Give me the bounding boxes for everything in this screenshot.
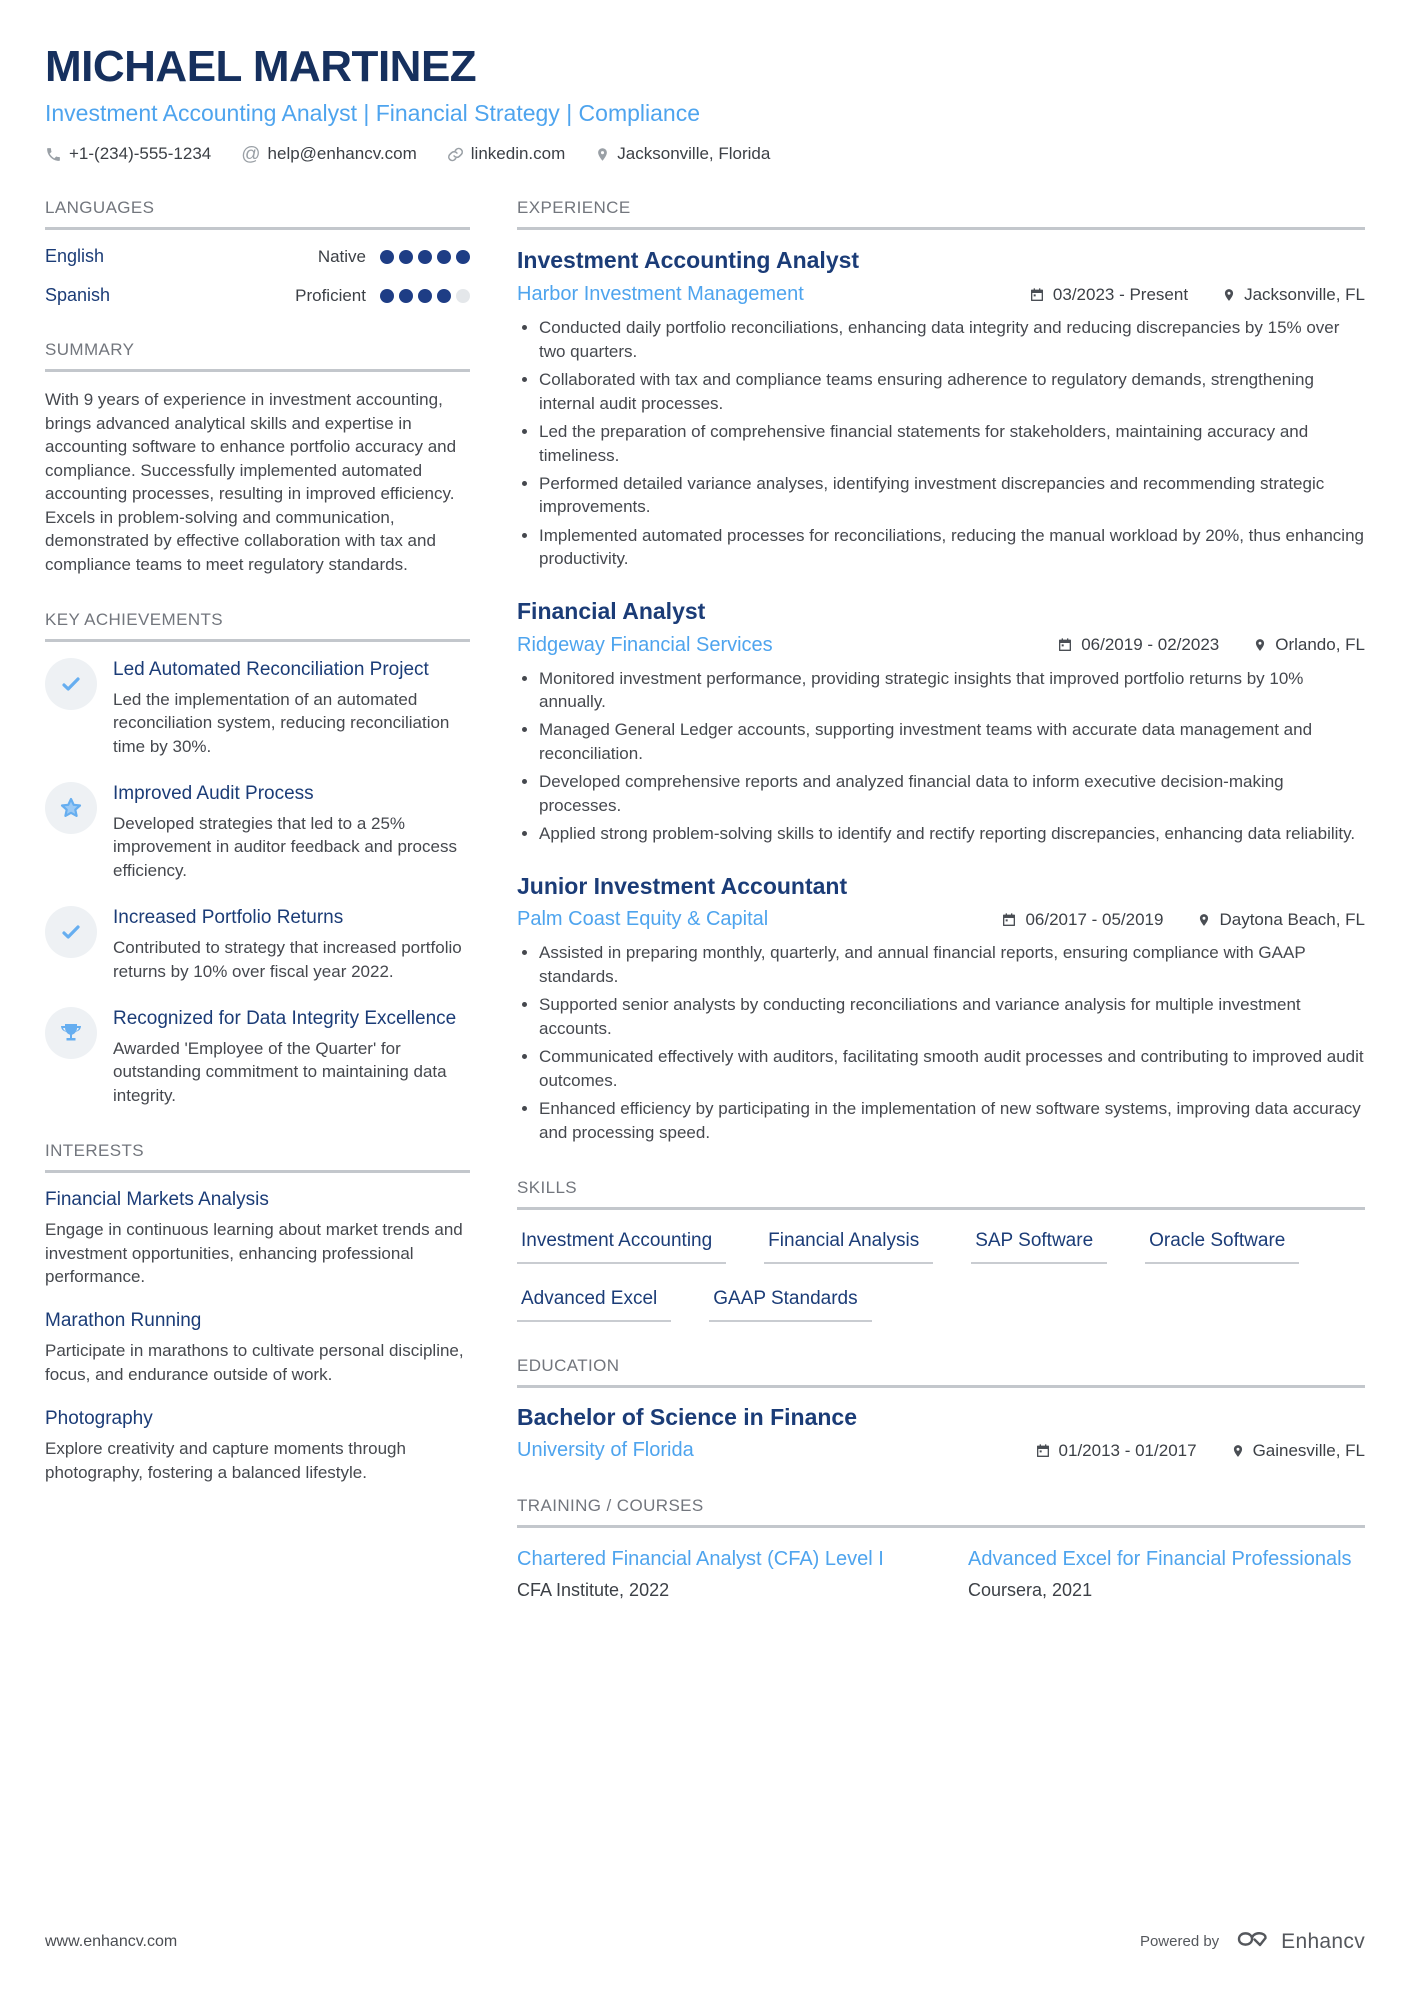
email-icon: @ (241, 143, 261, 165)
location-pin-icon (1231, 1443, 1245, 1459)
job-bullets (539, 667, 1365, 846)
bullet-item: • Collaborated with tax and compliance teams ensuring adherence to regulatory demands, strengthening internal audit processes. (539, 368, 1365, 415)
company-name: Harbor Investment Management (517, 283, 804, 306)
summary-section (45, 340, 470, 576)
job-bullets (539, 316, 1365, 571)
achievement-item (45, 906, 470, 983)
job-location: Orlando, FL (1253, 635, 1365, 655)
achievement-title: Increased Portfolio Returns (113, 907, 344, 929)
left-column (45, 198, 470, 1635)
calendar-icon (1029, 287, 1045, 303)
interest-text: Participate in marathons to cultivate personal discipline, focus, and endurance outside of work. (45, 1341, 464, 1384)
contact-phone-text: +1-(234)-555-1234 (69, 144, 212, 164)
company-name: Palm Coast Equity & Capital (517, 908, 769, 931)
bullet-item: • Managed General Ledger accounts, supporting investment teams with accurate data management and reconciliation. (539, 718, 1365, 765)
education-meta-row (517, 1439, 1365, 1462)
page-footer (45, 1926, 1365, 1957)
job-title: Investment Accounting Analyst (517, 247, 860, 274)
bullet-item: • Supported senior analysts by conducting reconciliations and variance analysis for multiple investment accounts. (539, 993, 1365, 1040)
achievement-text: Led the implementation of an automated reconciliation system, reducing reconciliation time by 30%. (113, 689, 450, 756)
language-proficiency-dots (380, 250, 470, 264)
bullet-item: • Assisted in preparing monthly, quarterly, and annual financial reports, ensuring compliance with GAAP standards. (539, 941, 1365, 988)
skill-list (517, 1226, 1365, 1322)
language-proficiency-dots (380, 289, 470, 303)
contact-phone[interactable] (45, 144, 211, 164)
bullet-item: • Performed detailed variance analyses, identifying investment discrepancies and recommending strategic improvements. (539, 472, 1365, 519)
interests-section (45, 1141, 470, 1484)
job-entry (517, 872, 1365, 1144)
job-meta-row (517, 634, 1365, 657)
company-name: Ridgeway Financial Services (517, 633, 773, 656)
language-level: Native (317, 246, 366, 266)
education-location: Gainesville, FL (1231, 1441, 1365, 1461)
bullet-item: • Led the preparation of comprehensive financial statements for stakeholders, maintaining accuracy and timeliness. (539, 420, 1365, 467)
interest-title: Financial Markets Analysis (45, 1189, 269, 1211)
job-entry (517, 597, 1365, 846)
interest-item (45, 1408, 470, 1484)
contact-linkedin[interactable] (447, 144, 566, 164)
phone-icon (45, 146, 62, 163)
location-pin-icon (1222, 287, 1236, 303)
enhancv-logo-icon (1231, 1926, 1273, 1957)
achievement-text: Developed strategies that led to a 25% improvement in auditor feedback and process efficiency. (113, 813, 457, 880)
achievement-title: Recognized for Data Integrity Excellence (113, 1007, 457, 1029)
job-dates: 06/2019 - 02/2023 (1057, 635, 1219, 655)
headline: Investment Accounting Analyst | Financial Strategy | Compliance (45, 99, 701, 126)
location-pin-icon (1253, 637, 1267, 653)
interest-item (45, 1189, 470, 1288)
contact-linkedin-text: linkedin.com (470, 144, 566, 164)
key-achievements-section (45, 610, 470, 1107)
trophy-icon (45, 1007, 97, 1059)
key-achievements-heading: KEY ACHIEVEMENTS (45, 610, 470, 642)
achievement-item (45, 1007, 470, 1107)
experience-section (517, 198, 1365, 1144)
calendar-icon (1057, 637, 1073, 653)
interests-heading: INTERESTS (45, 1141, 470, 1173)
job-title: Financial Analyst (517, 597, 706, 624)
brand-name: Enhancv (1281, 1929, 1365, 1953)
job-dates: 06/2017 - 05/2019 (1001, 910, 1163, 930)
powered-by-label: Powered by (1139, 1933, 1220, 1950)
job-dates: 03/2023 - Present (1029, 285, 1188, 305)
calendar-icon (1001, 912, 1017, 928)
skill-tag: Advanced Excel (517, 1288, 671, 1322)
bullet-item: • Applied strong problem-solving skills to identify and rectify reporting discrepancies, enhancing data reliability. (539, 822, 1365, 845)
degree-title: Bachelor of Science in Finance (517, 1404, 857, 1431)
interest-text: Engage in continuous learning about market trends and investment opportunities, enhancing professional performance. (45, 1220, 463, 1286)
course-title: Chartered Financial Analyst (CFA) Level I (517, 1548, 884, 1571)
training-section (517, 1496, 1365, 1601)
skill-tag: Financial Analysis (764, 1230, 933, 1264)
achievement-title: Led Automated Reconciliation Project (113, 659, 429, 681)
summary-text: With 9 years of experience in investment accounting, brings advanced analytical skills and expertise in accounting software to enhance portfolio accuracy and compliance. Successfully implemented automated accounting processes, resulting in improved efficiency. Excels in problem-solving and communication, demonstrated by effective collaboration with tax and compliance teams to meet regulatory standards. (45, 390, 457, 574)
job-meta-row (517, 283, 1365, 306)
check-circle-icon (45, 658, 97, 710)
training-heading: TRAINING / COURSES (517, 1496, 1365, 1528)
bullet-item: • Implemented automated processes for reconciliations, reducing the manual workload by 20%, thus enhancing productivity. (539, 524, 1365, 571)
language-name: English (45, 246, 105, 267)
job-bullets (539, 941, 1365, 1144)
job-location: Daytona Beach, FL (1197, 910, 1365, 930)
interest-text: Explore creativity and capture moments through photography, fostering a balanced lifestyle. (45, 1439, 406, 1482)
course-title: Advanced Excel for Financial Professionals (968, 1548, 1352, 1571)
powered-by (1140, 1926, 1365, 1957)
course-org: Coursera, 2021 (968, 1580, 1093, 1601)
achievement-text: Contributed to strategy that increased portfolio returns by 10% over fiscal year 2022. (113, 938, 462, 981)
school-name: University of Florida (517, 1439, 694, 1462)
bullet-item: • Developed comprehensive reports and analyzed financial data to inform executive decision-making processes. (539, 770, 1365, 817)
course-org: CFA Institute, 2022 (517, 1580, 670, 1601)
achievement-item (45, 658, 470, 758)
bullet-item: • Enhanced efficiency by participating in the implementation of new software systems, improving data accuracy and processing speed. (539, 1097, 1365, 1144)
contact-email[interactable] (241, 144, 417, 164)
skill-tag: Investment Accounting (517, 1230, 726, 1264)
location-icon (595, 146, 610, 163)
right-column (517, 198, 1365, 1635)
calendar-icon (1035, 1443, 1051, 1459)
bullet-item: • Communicated effectively with auditors, facilitating smooth audit processes and contributing to improved audit outcomes. (539, 1045, 1365, 1092)
education-dates: 01/2013 - 01/2017 (1035, 1441, 1197, 1461)
skill-tag: GAAP Standards (709, 1288, 871, 1322)
language-row (45, 285, 470, 306)
location-pin-icon (1197, 912, 1211, 928)
skill-tag: Oracle Software (1145, 1230, 1299, 1264)
contact-location (595, 144, 770, 164)
language-level: Proficient (295, 285, 366, 305)
skills-heading: SKILLS (517, 1178, 1365, 1210)
achievement-item (45, 782, 470, 882)
course-item (517, 1546, 914, 1601)
bullet-item: • Monitored investment performance, providing strategic insights that improved portfolio returns by 10% annually. (539, 667, 1365, 714)
education-heading: EDUCATION (517, 1356, 1365, 1388)
languages-section (45, 198, 470, 306)
contact-email-text: help@enhancv.com (267, 144, 417, 164)
language-name: Spanish (45, 285, 111, 306)
website-link[interactable]: www.enhancv.com (45, 1932, 178, 1950)
interest-title: Marathon Running (45, 1310, 202, 1332)
check-circle-icon (45, 906, 97, 958)
interest-item (45, 1310, 470, 1386)
skill-tag: SAP Software (971, 1230, 1107, 1264)
course-item (968, 1546, 1365, 1601)
languages-heading: LANGUAGES (45, 198, 470, 230)
resume-header (45, 42, 1365, 164)
language-row (45, 246, 470, 267)
job-meta-row (517, 908, 1365, 931)
skills-section (517, 1178, 1365, 1322)
page-title: MICHAEL MARTINEZ (45, 42, 477, 91)
interest-title: Photography (45, 1408, 153, 1430)
content-columns (45, 198, 1365, 1635)
star-icon (45, 782, 97, 834)
job-title: Junior Investment Accountant (517, 872, 848, 899)
education-section (517, 1356, 1365, 1462)
achievement-title: Improved Audit Process (113, 783, 314, 805)
job-entry (517, 246, 1365, 570)
job-location: Jacksonville, FL (1222, 285, 1365, 305)
link-icon (447, 146, 464, 163)
contact-location-text: Jacksonville, Florida (617, 144, 771, 164)
experience-heading: EXPERIENCE (517, 198, 1365, 230)
achievement-text: Awarded 'Employee of the Quarter' for outstanding commitment to maintaining data integrity. (113, 1038, 447, 1105)
summary-heading: SUMMARY (45, 340, 470, 372)
contact-row (45, 144, 1365, 164)
course-grid (517, 1544, 1365, 1601)
bullet-item: • Conducted daily portfolio reconciliations, enhancing data integrity and reducing discrepancies by 15% over two quarters. (539, 316, 1365, 363)
